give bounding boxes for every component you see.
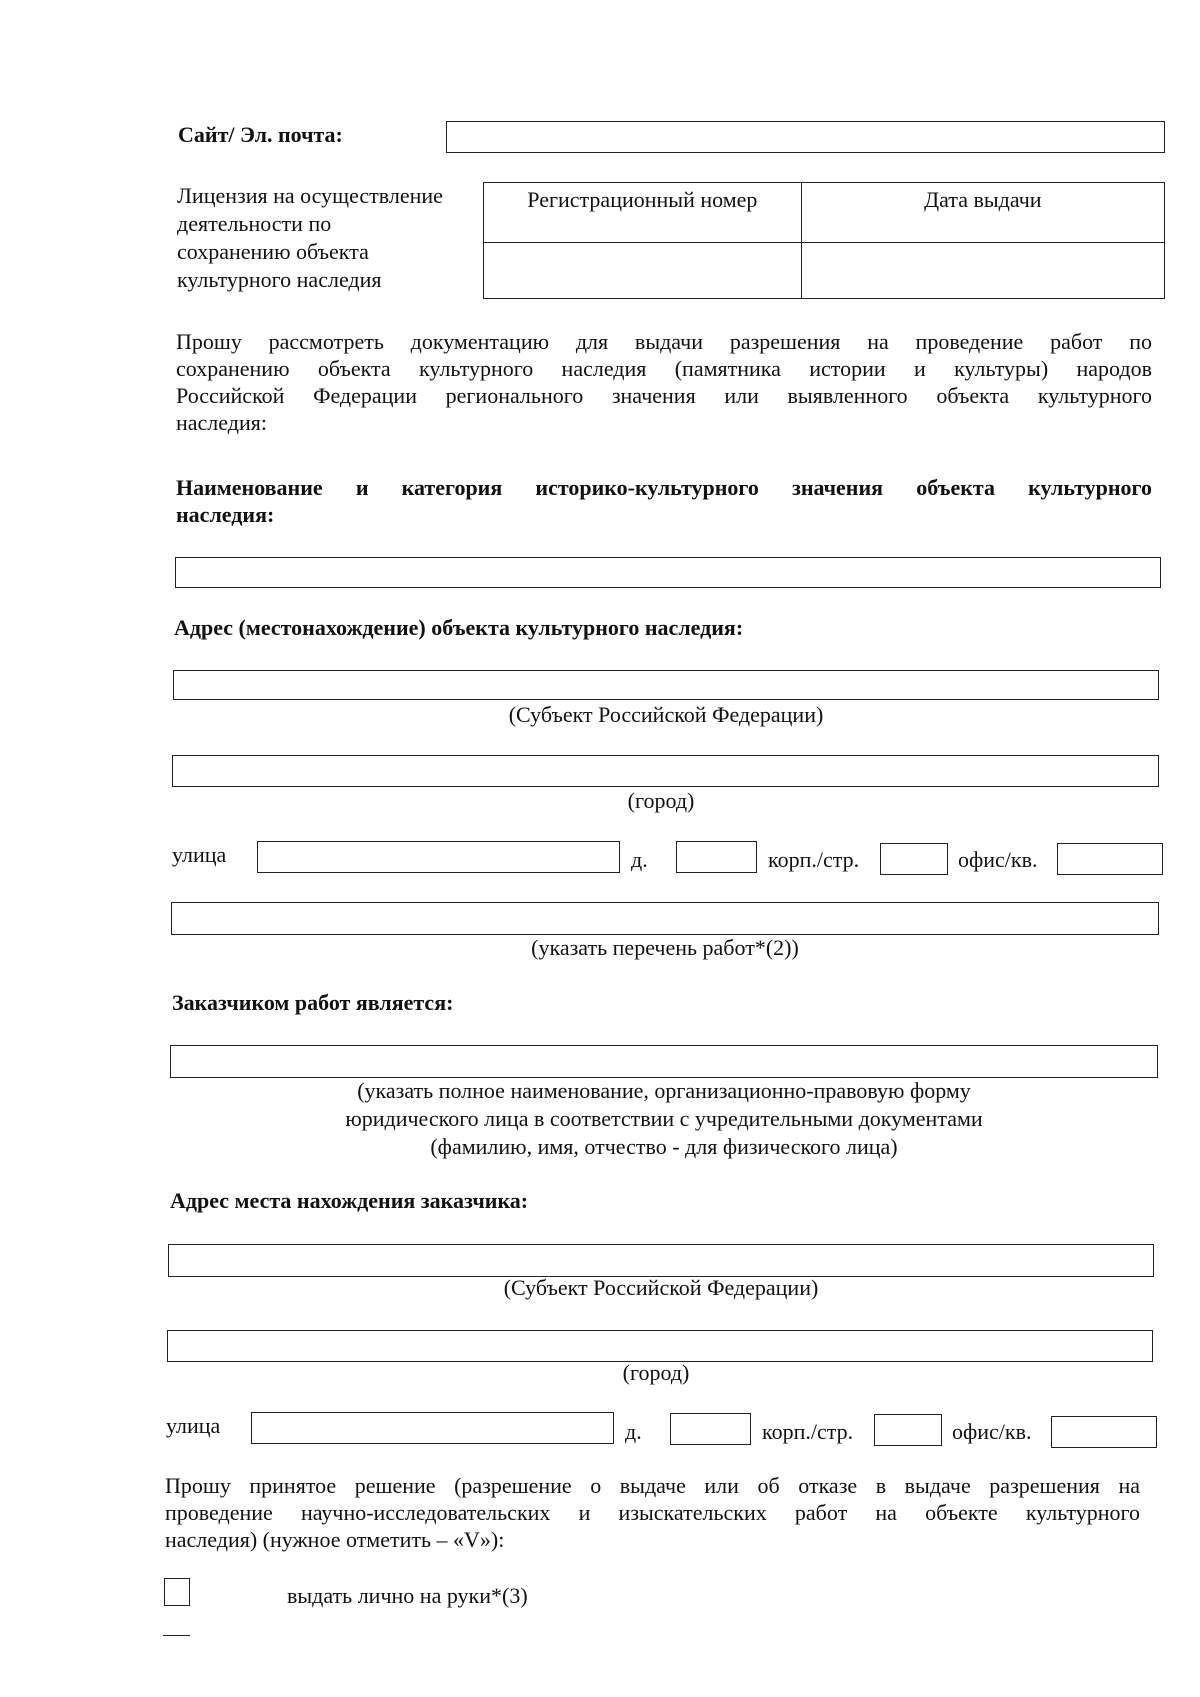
object-house-field[interactable] <box>676 841 757 873</box>
object-office-field[interactable] <box>1057 843 1163 875</box>
delivery-in-person-label: выдать лично на руки*(3) <box>287 1583 528 1608</box>
object-region-field[interactable] <box>173 670 1159 700</box>
next-checkbox-edge <box>163 1635 190 1636</box>
customer-caption <box>170 1077 1158 1161</box>
customer-house-label: д. <box>625 1419 642 1444</box>
works-list-field[interactable] <box>171 902 1159 935</box>
license-label-line: Лицензия на осуществление <box>177 183 443 208</box>
decision-paragraph-line: наследия) (нужное отметить – «V»): <box>165 1527 505 1552</box>
request-paragraph <box>176 328 1152 436</box>
customer-city-caption: (город) <box>622 1360 690 1385</box>
license-issue-date-field[interactable] <box>801 243 1164 299</box>
request-paragraph-line: Российской Федерации регионального значения или выявленного объекта культурного <box>176 383 1152 408</box>
customer-address-heading: Адрес места нахождения заказчика: <box>170 1188 529 1213</box>
site-email-field[interactable] <box>446 121 1165 153</box>
customer-office-field[interactable] <box>1051 1416 1157 1448</box>
decision-paragraph-line: Прошу принятое решение (разрешение о выдаче или об отказе в выдаче разрешения на <box>165 1473 1140 1498</box>
customer-region-field[interactable] <box>168 1244 1154 1277</box>
object-name-heading-line: Наименование и категория историко-культурного значения объекта культурного <box>176 475 1152 500</box>
object-name-field[interactable] <box>175 557 1161 588</box>
works-list-caption: (указать перечень работ*(2)) <box>531 935 799 960</box>
request-paragraph-line: сохранению объекта культурного наследия (памятника истории и культуры) народов <box>176 356 1152 381</box>
object-address-heading: Адрес (местонахождение) объекта культурного наследия: <box>174 615 744 640</box>
request-paragraph-line: наследия: <box>176 410 267 435</box>
customer-house-field[interactable] <box>670 1413 751 1445</box>
customer-street-field[interactable] <box>251 1412 614 1444</box>
customer-building-field[interactable] <box>874 1414 942 1446</box>
customer-city-field[interactable] <box>167 1330 1153 1362</box>
customer-heading: Заказчиком работ является: <box>172 990 454 1015</box>
license-reg-number-field[interactable] <box>484 243 802 299</box>
license-col-issue-date: Дата выдачи <box>801 183 1164 243</box>
object-name-heading <box>176 474 1152 528</box>
object-name-heading-line: наследия: <box>176 502 275 527</box>
license-col-reg-number: Регистрационный номер <box>484 183 802 243</box>
request-paragraph-line: Прошу рассмотреть документацию для выдачи разрешения на проведение работ по <box>176 329 1152 354</box>
customer-building-label: корп./стр. <box>762 1419 854 1444</box>
license-label-line: культурного наследия <box>177 267 382 292</box>
decision-paragraph <box>165 1472 1140 1553</box>
license-label <box>177 182 443 294</box>
license-label-line: сохранению объекта <box>177 239 369 264</box>
object-city-caption: (город) <box>627 788 695 813</box>
delivery-in-person-checkbox[interactable] <box>164 1578 190 1606</box>
object-street-label: улица <box>172 842 227 867</box>
object-city-field[interactable] <box>172 755 1159 787</box>
object-building-field[interactable] <box>880 843 948 875</box>
license-table <box>483 182 1165 299</box>
customer-office-label: офис/кв. <box>952 1419 1032 1444</box>
customer-street-label: улица <box>166 1413 221 1438</box>
object-house-label: д. <box>631 847 648 872</box>
object-street-field[interactable] <box>257 841 620 873</box>
site-email-label: Сайт/ Эл. почта: <box>178 122 343 147</box>
customer-caption-line: (указать полное наименование, организационно-правовую форму <box>357 1078 971 1103</box>
decision-paragraph-line: проведение научно-исследовательских и изыскательских работ на объекте культурного <box>165 1500 1140 1525</box>
customer-region-caption: (Субъект Российской Федерации) <box>503 1275 819 1300</box>
object-region-caption: (Субъект Российской Федерации) <box>508 702 824 727</box>
customer-caption-line: юридического лица в соответствии с учредительными документами <box>345 1106 983 1131</box>
customer-caption-line: (фамилию, имя, отчество - для физического лица) <box>430 1134 898 1159</box>
object-office-label: офис/кв. <box>958 847 1038 872</box>
customer-field[interactable] <box>170 1045 1158 1078</box>
license-label-line: деятельности по <box>177 211 332 236</box>
object-building-label: корп./стр. <box>768 847 860 872</box>
